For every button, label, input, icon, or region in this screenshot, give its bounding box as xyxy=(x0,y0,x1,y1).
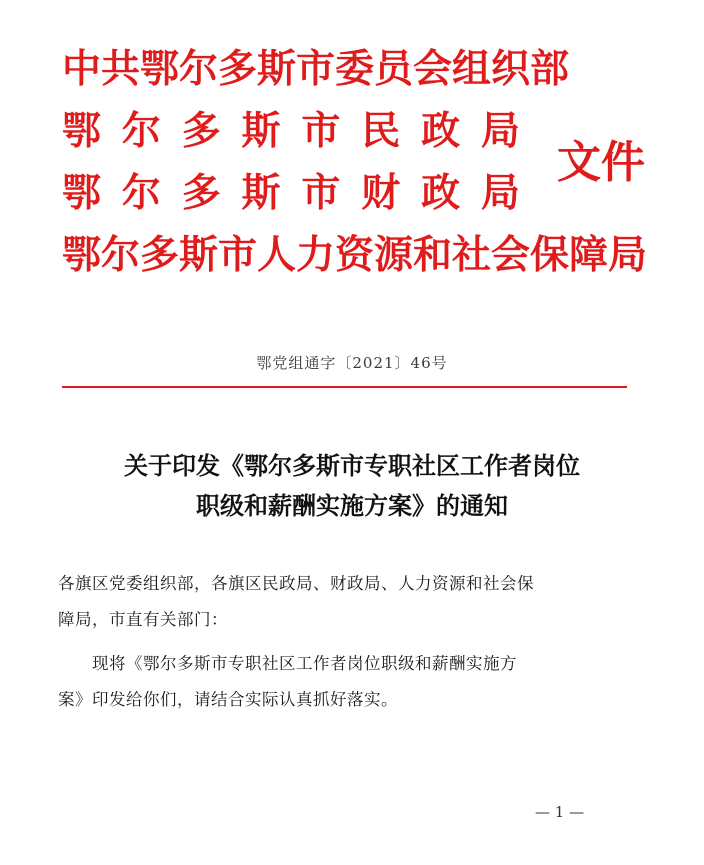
issuer-name: 鄂尔多斯市人力资源和社会保障局 xyxy=(62,232,648,278)
issuer-char: 尔 xyxy=(121,170,161,216)
issuer-line-1 xyxy=(62,38,570,100)
body-line-1: 各旗区党委组织部，各旗区民政局、财政局、人力资源和社会保 xyxy=(58,574,534,593)
issuer-line-3 xyxy=(62,162,520,224)
issuer-char: 政 xyxy=(421,170,461,216)
document-number: 鄂党组通字〔2021〕46号 xyxy=(256,354,448,372)
issuer-char: 多 xyxy=(181,108,221,154)
issuer-char: 政 xyxy=(421,108,461,154)
notice-title-line-2: 职级和薪酬实施方案》的通知 xyxy=(196,491,508,520)
issuer-line-2 xyxy=(62,100,520,162)
body-line-2: 障局，市直有关部门： xyxy=(58,610,228,629)
issuer-char: 尔 xyxy=(121,108,161,154)
issuer-char: 局 xyxy=(480,170,520,216)
notice-title-line-1: 关于印发《鄂尔多斯市专职社区工作者岗位 xyxy=(124,451,580,480)
issuer-char: 市 xyxy=(301,170,341,216)
issuer-name: 中共鄂尔多斯市委员会组织部 xyxy=(62,46,570,92)
body-line-4: 案》印发给你们，请结合实际认真抓好落实。 xyxy=(58,690,398,709)
body-line-3: 现将《鄂尔多斯市专职社区工作者岗位职级和薪酬实施方 xyxy=(92,654,517,673)
red-divider xyxy=(62,386,627,388)
issuer-line-4 xyxy=(62,224,648,286)
issuer-char: 鄂 xyxy=(62,170,102,216)
issuer-char: 斯 xyxy=(241,108,281,154)
issuer-char: 多 xyxy=(181,170,221,216)
issuer-char: 斯 xyxy=(241,170,281,216)
issuer-char: 鄂 xyxy=(62,108,102,154)
issuer-char: 财 xyxy=(361,170,401,216)
page-number: — 1 — xyxy=(535,803,585,821)
issuer-char: 局 xyxy=(480,108,520,154)
issuer-char: 市 xyxy=(301,108,341,154)
issuer-char: 民 xyxy=(361,108,401,154)
document-suffix: 文件 xyxy=(557,137,645,188)
